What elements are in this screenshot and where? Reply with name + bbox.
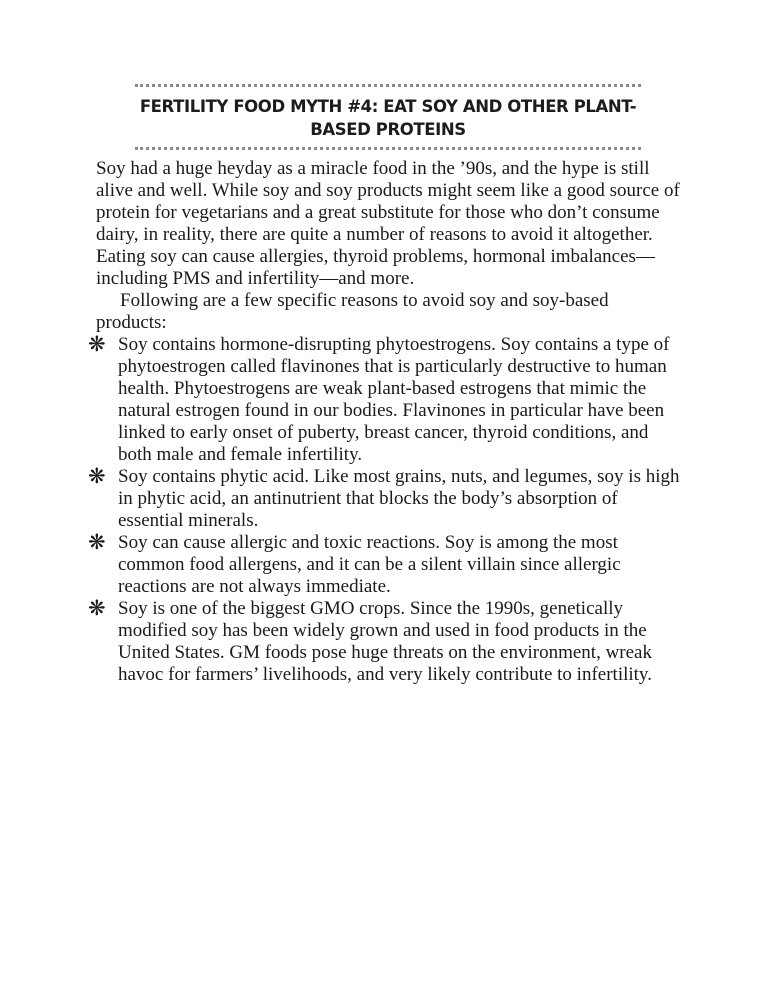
asterisk-flower-icon: ❋ [88,530,106,554]
reasons-list [88,332,680,686]
list-item [88,332,680,466]
list-item [88,530,680,598]
list-item [88,464,680,532]
list-item-text: Soy can cause allergic and toxic reactions. Soy is among the most common food allergens, and it can be a silent villain since allergic reactions are not always immediate. [118,532,621,597]
intro-paragraph: Soy had a huge heyday as a miracle food in the ’90s, and the hype is still alive and well. While soy and soy products might seem like a good source of protein for vegetarians and a great substitute for those who don’t consume dairy, in reality, there are quite a number of reasons to avoid it altogether. Eating soy can cause allergies, thyroid problems, hormonal imbalances—including PMS and infertility—and more. [96,158,680,289]
followup-paragraph: Following are a few specific reasons to avoid soy and soy-based products: [96,290,609,333]
asterisk-flower-icon: ❋ [88,464,106,488]
list-item-text: Soy is one of the biggest GMO crops. Since the 1990s, genetically modified soy has been widely grown and used in food products in the United States. GM foods pose huge threats on the environment, wreak havoc for farmers’ livelihoods, and very likely contribute to infertility. [118,598,652,685]
list-item [88,596,680,686]
document-page [88,84,680,686]
asterisk-flower-icon: ❋ [88,596,106,620]
list-item-text: Soy contains hormone-disrupting phytoestrogens. Soy contains a type of phytoestrogen called flavinones that is particularly destructive to human health. Phytoestrogens are weak plant-based estrogens that mimic the natural estrogen found in our bodies. Flavinones in particular have been linked to early onset of puberty, breast cancer, thyroid conditions, and both male and female infertility. [118,334,670,465]
list-item-text: Soy contains phytic acid. Like most grains, nuts, and legumes, soy is high in phytic acid, an antinutrient that blocks the body’s absorption of essential minerals. [118,466,680,531]
asterisk-flower-icon: ❋ [88,332,106,356]
section-heading: FERTILITY FOOD MYTH #4: EAT SOY AND OTHER PLANT-BASED PROTEINS [139,97,637,139]
dotted-rule-top [135,84,641,87]
dotted-rule-bottom [135,147,641,150]
